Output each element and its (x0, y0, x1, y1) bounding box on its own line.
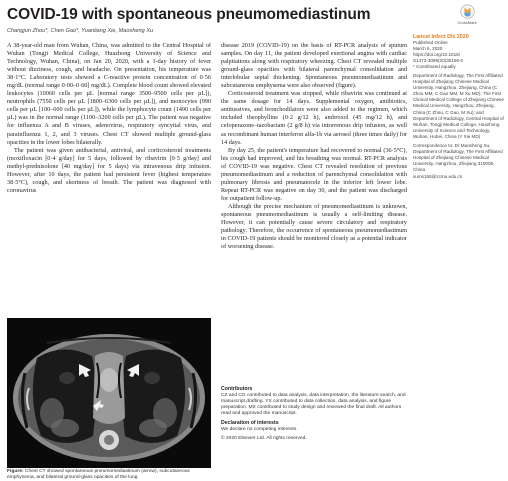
chest-ct-figure (7, 318, 211, 468)
paragraph-recovery: By day 25, the patient's temperature had recovered to normal (36·5°C), his cough had improved, and his breathing was normal. RT-PCR analysis of COVID-19 was negative. Chest CT revealed resolution of previous pneumomediastinum and a reduction of parenchymal consolidation with pulmonary fibrosis and pneumatocele in the inferior left lower lobe. Repeat RT-PCR was negative on day 30, and the patient was discharged for outpatient follow-up. (221, 146, 407, 202)
declaration-text: We declare no competing interests. (221, 427, 298, 433)
crossmark-label: CrossMark (457, 20, 477, 25)
figure-caption (7, 469, 211, 481)
paragraph-treatment: The patient was given antibacterial, antiviral, and corticosteroid treatments (moxifloxacin [0·4 g/day] for 5 days, followed by ribavirin [0·5 g/day] and methyl-prednisolone [40 mg/day] for 5 days) via intravenous drip infusion. However, after 10 days, the patient had persistent fever (highest temperature 38·5°C), cough, and shortness of breath. The patient was diagnosed with coronavirus (7, 146, 211, 194)
copyright-line: © 2020 Elsevier Ltd. All rights reserved. (221, 436, 307, 442)
published-online-label: Published Online (413, 40, 448, 45)
paragraph-corticosteroid: Corticosteroid treatment was stopped, while ribavirin was continued at the same dosage for 14 days. Supplemental oxygen, antibiotics, antitussives, and bronchodilators were also added to the regimen, which included theophylline (0·2 g/12 h), ambroxol (45 mg/12 h), and cefoperazone–tazobactam (2 g/8 h) via intravenous drip infusion, as well as recombinant human interferon alfa-1b via aerosol (three times daily) for 14 days. (221, 90, 407, 146)
crossmark-icon (460, 4, 475, 19)
article-title: COVID-19 with spontaneous pneumomediastinum (7, 6, 371, 23)
doi-link-line-2[interactable]: S1473-3099(20)30156-0 (413, 58, 464, 63)
body-column-middle (221, 42, 407, 251)
figure-caption-label: Figure: (7, 469, 24, 474)
author-list: Changjun Zhou*, Chen Gao*, Yuanliang Xie, Maosheng Xu (7, 28, 154, 34)
equal-contribution-note: * Contributed equally (413, 64, 456, 69)
crossmark-badge[interactable] (456, 4, 478, 30)
affiliations: Department of Radiology, The First Affiliated Hospital of Zhejiang Chinese Medical University, Hangzhou, Zhejiang, China (C Zhou MM, C Gao MM, M Xu MD); The First Clinical Medical College of Zhejiang Chinese Medical University, Hangzhou, Zhejiang, China (C Zhou, C Gao, M Xu); and Department of Radiology, Central Hospital of Wuhan, Tongji Medical College, Huazhong University of Science and Technology, Wuhan, Hubei, China (Y Xie MD) (413, 73, 504, 139)
paragraph-diagnosis: disease 2019 (COVID-19) on the basis of RT-PCR analysis of sputum samples. On day 11, the patient developed exertional angina with cardiac palpitations along with respiratory wheezing. Chest CT revealed multiple ground-glass opacities with bilateral parenchymal consolidation and interlobular septal thickening. Spontaneous pneumomediastinum and subcutaneous emphysema were also observed (figure). (221, 42, 407, 90)
doi-link-line-1[interactable]: https://doi.org/10.1016/ (413, 52, 460, 57)
contributors-text: CZ and CG contributed to data analysis, data interpretation, the literature search, and manuscript drafting. YX contributed to data collection, data analysis, and figure preparation. MX contributed to study design and reviewed the final draft. All authors read and approved the manuscript. (221, 393, 406, 417)
back-matter (221, 386, 407, 446)
correspondence-email[interactable]: xums166@zcmu.edu.cn (413, 173, 463, 179)
journal-citation: Lancet Infect Dis 2020 (413, 34, 469, 40)
declaration-heading: Declaration of interests (221, 420, 279, 427)
sidebar-metadata (413, 34, 505, 180)
body-column-left (7, 42, 211, 195)
published-date: March 5, 2020 (413, 46, 443, 51)
chest-ct-image (7, 318, 211, 468)
paragraph-case-presentation: A 38-year-old man from Wuhan, China, was admitted to the Central Hospital of Wuhan (Tongji Medical College, Huazhong University of Science and Technology, Wuhan, China), on Jan 20, 2020, with a 1-day history of fever without dizziness, cough, and headache. On presentation, his temperature was 38·1°C. Laboratory tests showed a C-reactive protein concentration of 0·56 mg/dL (normal range 0·00–0·60] mg/dL). Complete blood count showed elevated leukocytes (10060 cells per µL [normal range 3500–9500 cells per µL]), neutrophils (7550 cells per µL [1800–6300 cells per µL]), and monocytes (990 cells per µL [100–600 cells per µL]), while the lymphocyte count (1490 cells per µL) was in the normal range (1100–3200 cells per µL). The patient was negative for influenza A and B viruses, adenovirus, respiratory syncytial virus, and parainfluenza 1, 2, and 3 viruses. Chest CT showed multiple ground-glass opacities in the lower lobes bilaterally. (7, 42, 211, 146)
paragraph-discussion: Although the precise mechanism of pneumomediastinum is unknown, spontaneous pneumomediastinum is usually a self-limiting disease. However, it can potentially cause severe circulatory and respiratory pathology. Therefore, the occurrence of spontaneous pneumomediastinum in COVID-19 patients should be monitored closely as a potential indicator of worsening disease. (221, 202, 407, 251)
contributors-heading: Contributors (221, 386, 253, 392)
figure-caption-text: Chest CT showed spontaneous pneumomediastinum (arrow), subcutaneous emphysema, and bilateral ground-glass opacities of the lung (7, 469, 190, 480)
correspondence: Correspondence to: Dr Maosheng Xu, Department of Radiology, The First Affiliated Hospital of Zhejiang Chinese Medical University, Hangzhou, Zhejiang 310006, China (413, 143, 503, 173)
